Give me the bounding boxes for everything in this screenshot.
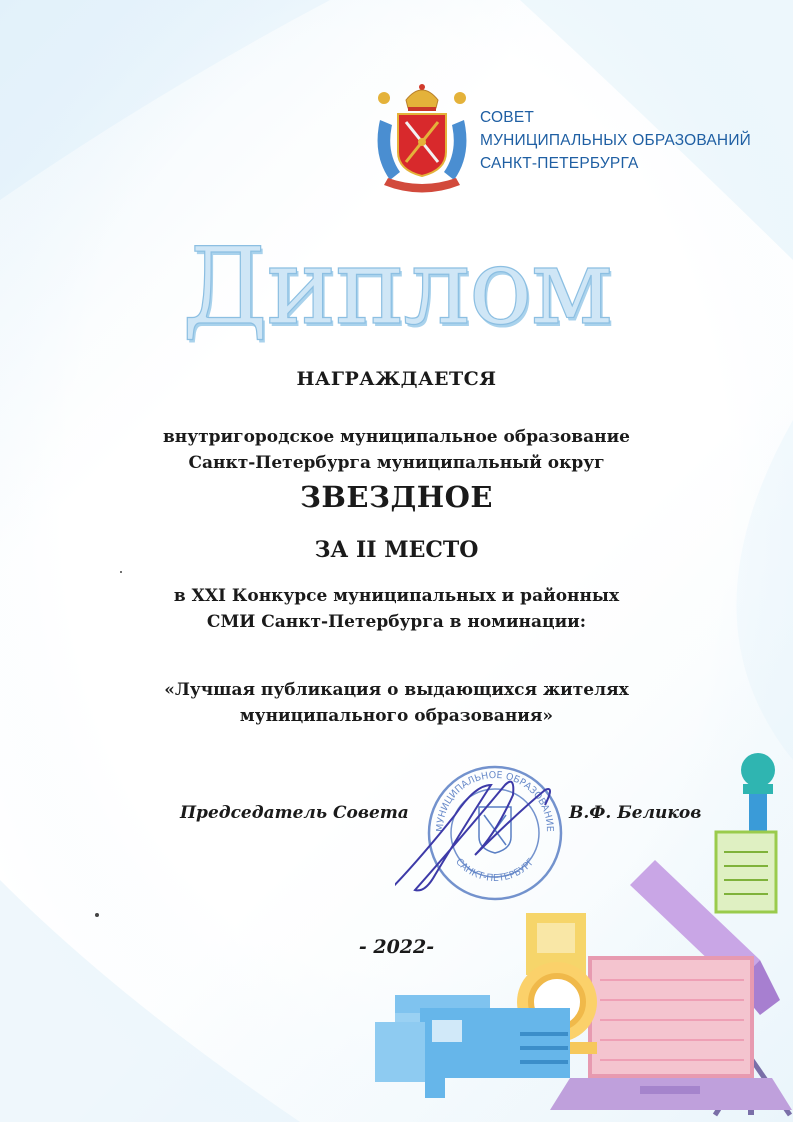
stamp-text-top: МУНИЦИПАЛЬНОЕ ОБРАЗОВАНИЕ xyxy=(434,769,556,833)
awarded-heading: НАГРАЖДАЕТСЯ xyxy=(296,368,497,390)
official-stamp xyxy=(395,745,595,905)
contest-line-2: СМИ Санкт-Петербурга в номинации: xyxy=(206,612,587,632)
notepad-icon xyxy=(716,832,776,912)
diploma-title: Диплом xyxy=(181,225,612,348)
org-line-1: СОВЕТ xyxy=(480,109,535,126)
contest-line-1: в XXI Конкурсе муниципальных и районных xyxy=(173,586,620,606)
organization-name xyxy=(480,106,751,175)
signatory-name: В.Ф. Беликов xyxy=(569,803,702,823)
contest-description xyxy=(0,583,793,635)
signature-label: Председатель Совета xyxy=(180,803,409,823)
nomination-line-2: муниципального образования» xyxy=(239,706,554,726)
award-place: ЗА II МЕСТО xyxy=(314,537,479,563)
saint-petersburg-coat-of-arms-icon xyxy=(372,80,472,195)
svg-text:САНКТ-ПЕТЕРБУРГ xyxy=(453,856,537,884)
header xyxy=(372,80,772,200)
speck xyxy=(95,913,99,917)
recipient-description xyxy=(0,424,793,476)
nomination-title xyxy=(0,677,793,729)
nomination-line-1: «Лучшая публикация о выдающихся жителях xyxy=(164,680,629,700)
recipient-line-2: Санкт-Петербурга муниципальный округ xyxy=(188,453,605,473)
stamp-text-bottom: САНКТ-ПЕТЕРБУРГ xyxy=(453,856,537,885)
year: - 2022- xyxy=(358,936,435,958)
speck xyxy=(120,571,122,573)
district-name: ЗВЕЗДНОЕ xyxy=(300,480,493,514)
org-line-3: САНКТ-ПЕТЕРБУРГА xyxy=(480,155,639,172)
recipient-line-1: внутригородское муниципальное образование xyxy=(162,427,630,447)
org-line-2: МУНИЦИПАЛЬНЫХ ОБРАЗОВАНИЙ xyxy=(480,132,751,149)
